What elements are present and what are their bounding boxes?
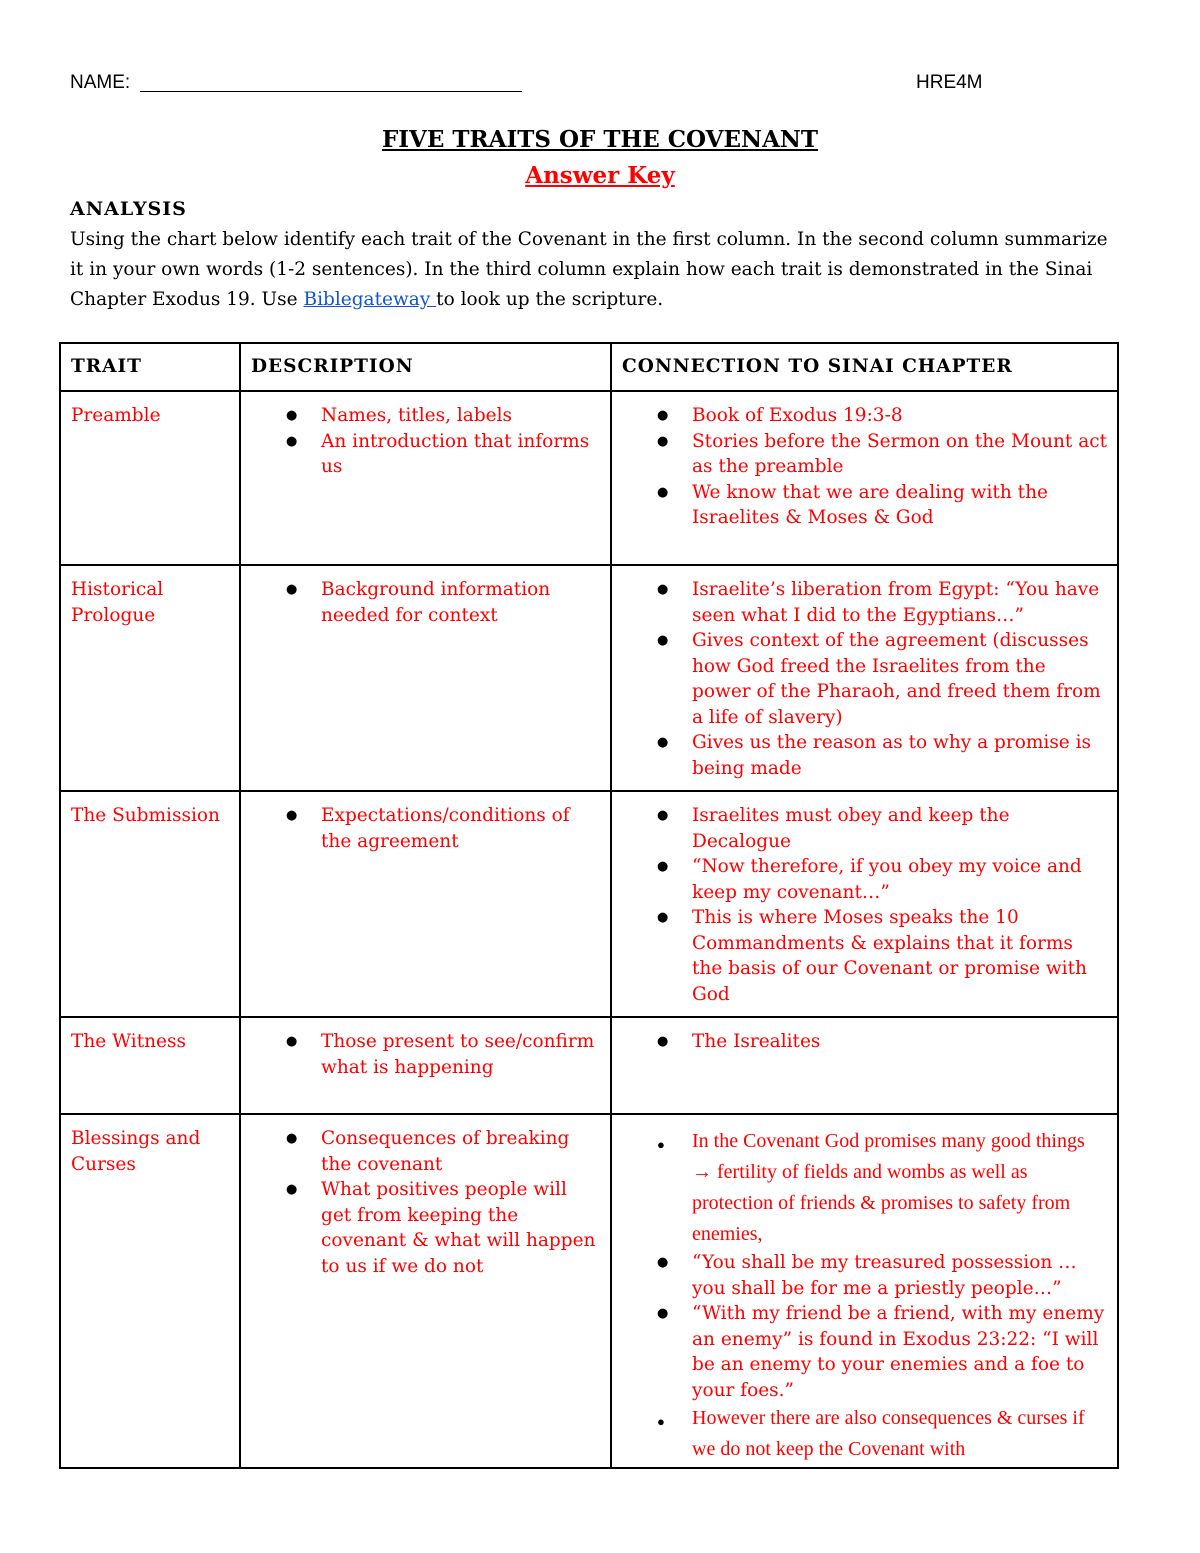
- description-list: [241, 1115, 610, 1279]
- list-item: ● Gives context of the agreement (discusses how God freed the Israelites from the power of the Pharaoh, and freed them from a life of slavery): [692, 628, 1109, 730]
- header-description: DESCRIPTION: [240, 343, 611, 391]
- list-item: ● Expectations/conditions of the agreement: [321, 803, 600, 854]
- list-item: ● This is where Moses speaks the 10 Commandments & explains that it forms the basis of our Covenant or promise with God: [692, 905, 1109, 1007]
- table-row: [60, 565, 1118, 791]
- list-item: ● Those present to see/confirm what is happening: [321, 1029, 600, 1080]
- answer-key-subtitle: Answer Key: [525, 162, 675, 189]
- instructions-text-2: to look up the scripture.: [436, 289, 664, 310]
- name-blank-line[interactable]: [140, 91, 522, 92]
- list-item: ● “You shall be my treasured possession … you shall be for me a priestly people…”: [692, 1250, 1109, 1301]
- trait-name: The Submission: [71, 805, 220, 826]
- name-label: NAME:: [70, 72, 131, 93]
- description-list: [241, 1018, 610, 1080]
- list-item: ● Background information needed for context: [321, 577, 600, 628]
- course-code: HRE4M: [916, 72, 983, 93]
- description-list: [241, 792, 610, 854]
- table-header-row: [60, 343, 1118, 391]
- instructions-paragraph: [70, 225, 1120, 315]
- page-title: FIVE TRAITS OF THE COVENANT: [381, 126, 819, 153]
- list-item: ● In the Covenant God promises many good things → fertility of fields and wombs as well as protection of friends & promises to safety from enemies,: [692, 1126, 1109, 1250]
- list-item: ● Israelites must obey and keep the Decalogue: [692, 803, 1109, 854]
- table-row: [60, 1114, 1118, 1468]
- trait-name: Blessings and Curses: [71, 1128, 201, 1175]
- description-list: [241, 566, 610, 628]
- list-item: ● Israelite’s liberation from Egypt: “You have seen what I did to the Egyptians…”: [692, 577, 1109, 628]
- table-row: [60, 391, 1118, 565]
- instructions-text-1: Using the chart below identify each trait of the Covenant in the first column. In the second column summarize it in your own words (1-2 sentences). In the third column explain how each trait is demonstrated in the Sinai Chapter Exodus 19. Use: [70, 229, 1108, 310]
- list-item: ● However there are also consequences & curses if we do not keep the Covenant with: [692, 1403, 1109, 1465]
- description-list: [241, 392, 610, 480]
- list-item: ● Book of Exodus 19:3-8: [692, 403, 1109, 429]
- list-item: ● Consequences of breaking the covenant: [321, 1126, 600, 1177]
- connection-list: [612, 1115, 1117, 1465]
- header-trait: TRAIT: [60, 343, 240, 391]
- list-item: ● Stories before the Sermon on the Mount act as the preamble: [692, 429, 1109, 480]
- analysis-heading: ANALYSIS: [70, 198, 187, 220]
- trait-name: The Witness: [71, 1031, 186, 1052]
- list-item: ● What positives people will get from keeping the covenant & what will happen to us if we do not: [321, 1177, 600, 1279]
- header-connection: CONNECTION TO SINAI CHAPTER: [611, 343, 1118, 391]
- connection-list: [612, 392, 1117, 531]
- traits-table: [59, 342, 1119, 1469]
- list-item: ● “With my friend be a friend, with my enemy an enemy” is found in Exodus 23:22: “I will be an enemy to your enemies and a foe to your foes.”: [692, 1301, 1109, 1403]
- table-row: [60, 1017, 1118, 1114]
- header-line: [70, 72, 1130, 98]
- list-item: ● The Isrealites: [692, 1029, 1109, 1055]
- list-item: ● An introduction that informs us: [321, 429, 600, 480]
- connection-list: [612, 566, 1117, 781]
- list-item: ● We know that we are dealing with the Israelites & Moses & God: [692, 480, 1109, 531]
- trait-name: Historical Prologue: [71, 579, 164, 626]
- connection-list: [612, 1018, 1117, 1055]
- list-item: ● “Now therefore, if you obey my voice and keep my covenant…”: [692, 854, 1109, 905]
- list-item: ● Names, titles, labels: [321, 403, 600, 429]
- biblegateway-link[interactable]: Biblegateway: [303, 289, 437, 310]
- list-item: ● Gives us the reason as to why a promise is being made: [692, 730, 1109, 781]
- trait-name: Preamble: [71, 405, 161, 426]
- table-row: [60, 791, 1118, 1017]
- connection-list: [612, 792, 1117, 1007]
